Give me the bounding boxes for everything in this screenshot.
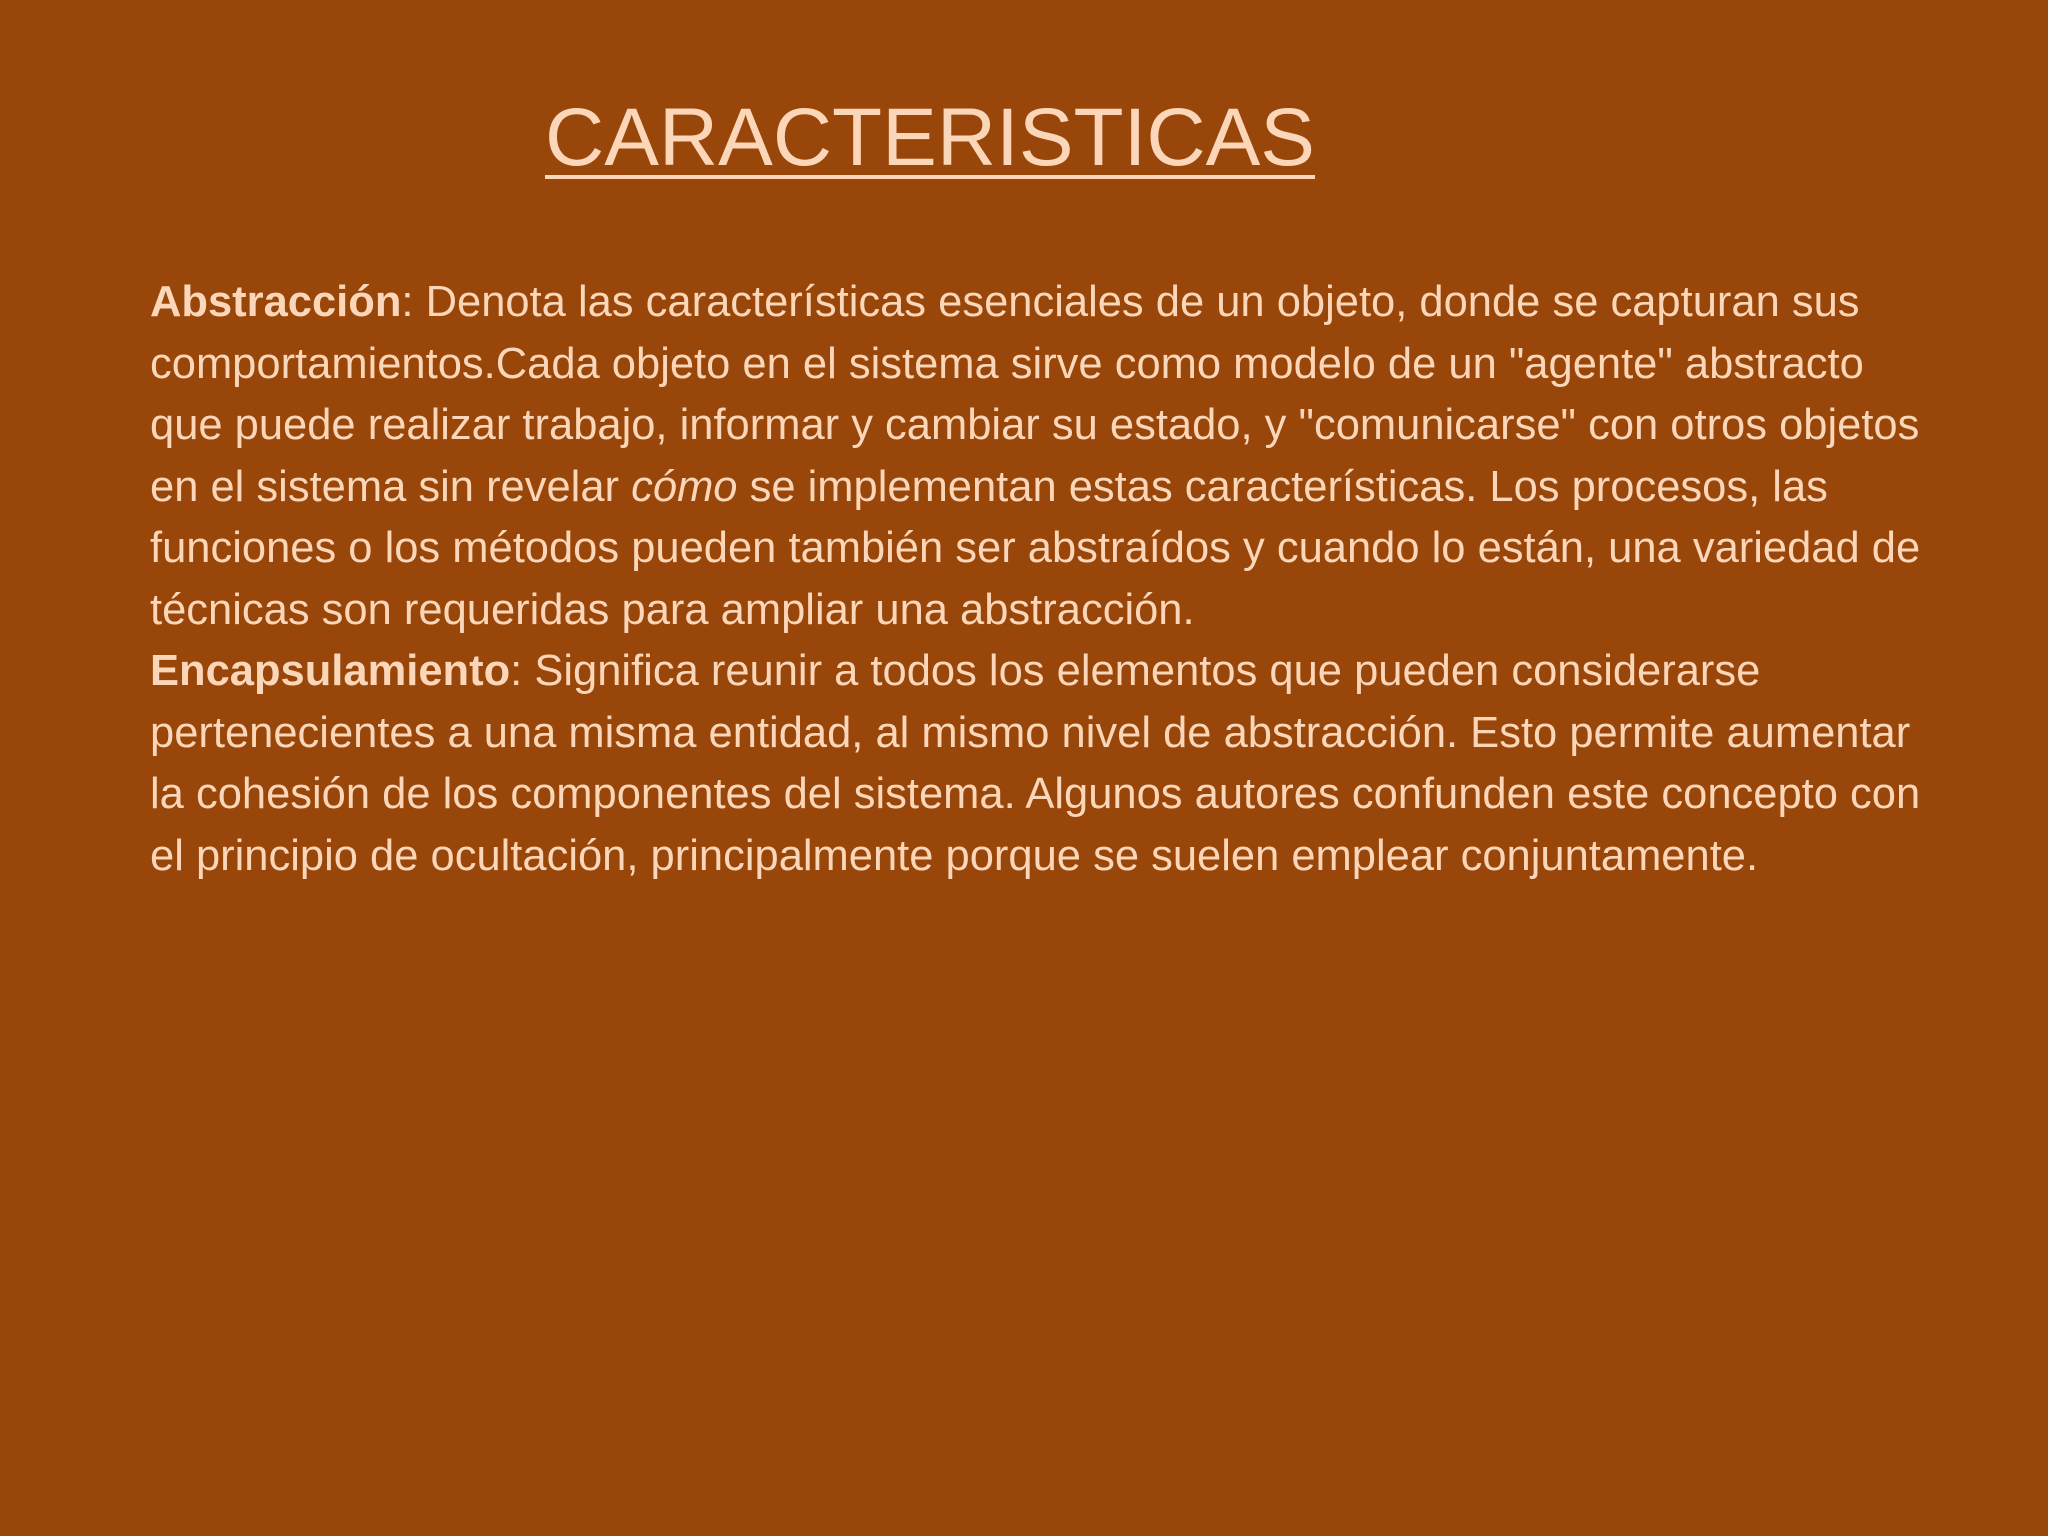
emphasis-como: cómo bbox=[631, 462, 738, 511]
definition-abstraccion-part2: se implementan estas características. Los procesos, las funciones o los métodos pueden también ser abstraídos y cuando lo están, una variedad de técnicas son requeridas para ampliar una abstracción. bbox=[150, 462, 1921, 634]
separator: : bbox=[401, 278, 414, 326]
term-abstraccion: Abstracción bbox=[150, 278, 402, 326]
definition-encapsulamiento: Significa reunir a todos los elementos que pueden considerarse pertenecientes a una misma entidad, al mismo nivel de abstracción. Esto permite aumentar la cohesión de los componentes del sistema. Algunos autores confunden este concepto con el principio de ocultación, principalmente porque se suelen emplear conjuntamente. bbox=[150, 647, 1921, 880]
definition-abstraccion-part1: Denota las características esenciales de un objeto, donde se capturan sus comportamientos.Cada objeto en el sistema sirve como modelo de un "agente" abstracto que puede realizar trabajo, informar y cambiar su estado, y "comunicarse" con otros objetos en el sistema sin revelar bbox=[150, 278, 1920, 511]
term-encapsulamiento: Encapsulamiento bbox=[150, 647, 511, 695]
slide-title: CARACTERISTICAS bbox=[545, 92, 1315, 183]
paragraph-abstraccion bbox=[150, 272, 1930, 641]
paragraph-encapsulamiento bbox=[150, 641, 1930, 887]
separator: : bbox=[510, 647, 523, 695]
slide-body bbox=[150, 272, 1930, 887]
